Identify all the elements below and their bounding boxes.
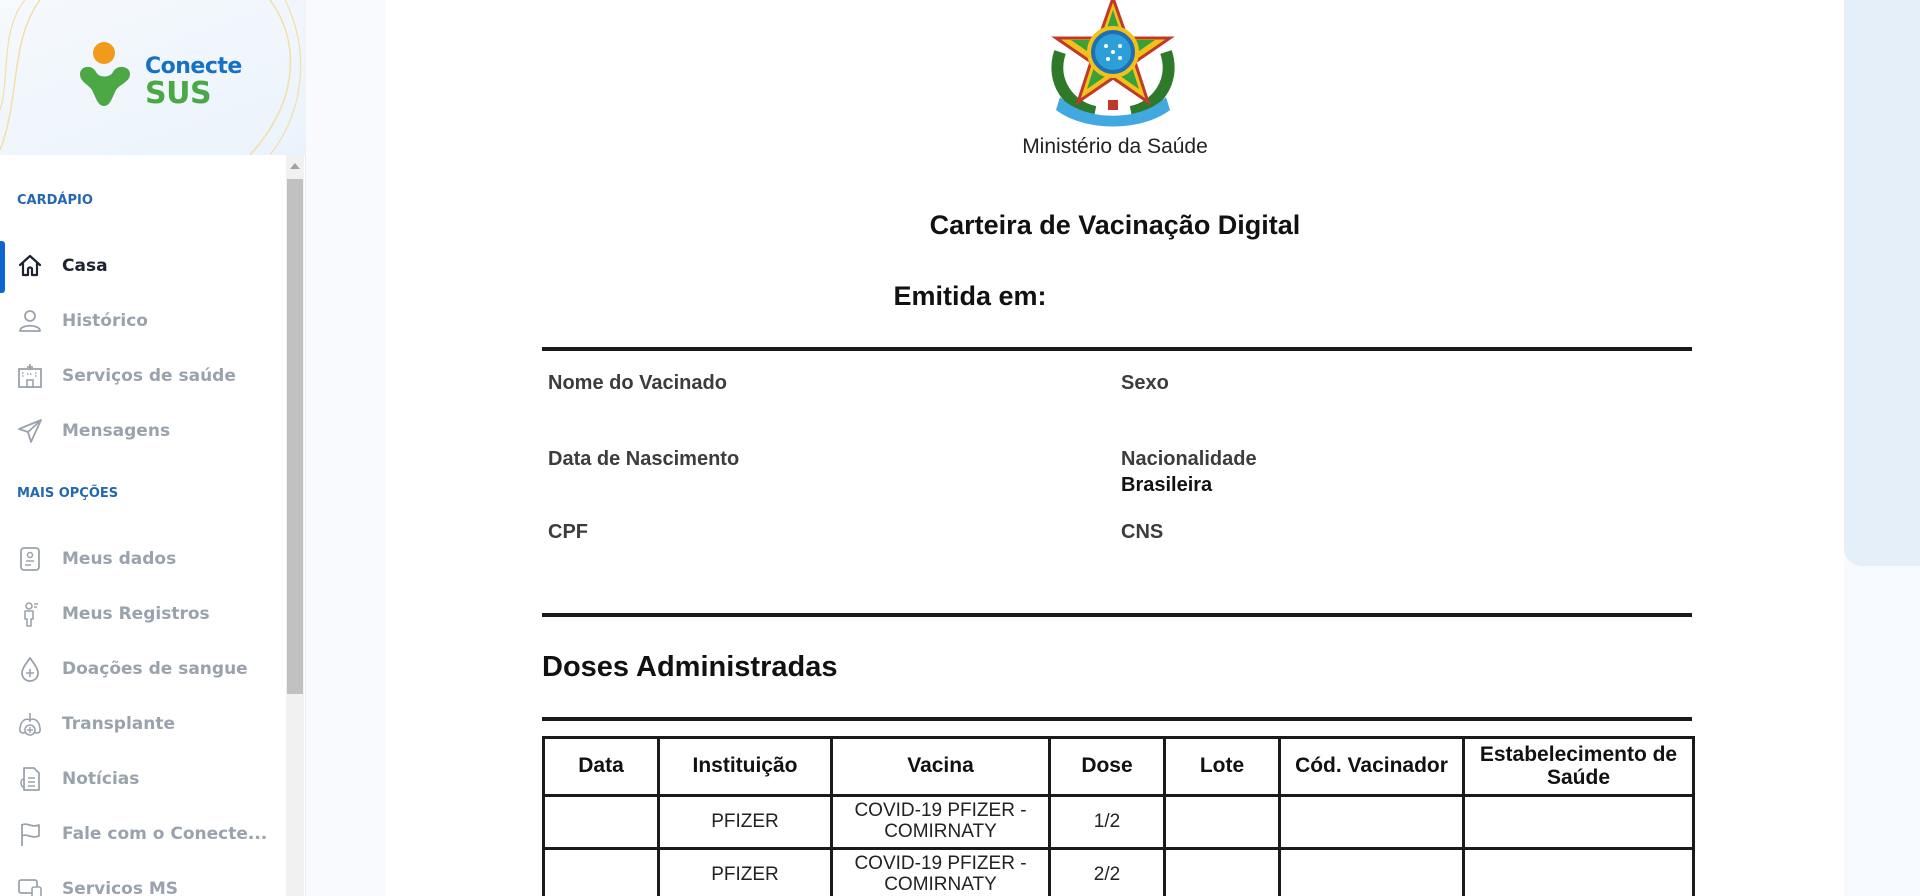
conecte-sus-logo[interactable] bbox=[70, 40, 240, 115]
nationality-label: Nacionalidade bbox=[1121, 448, 1257, 470]
divider bbox=[542, 347, 1692, 351]
table-header-row bbox=[544, 738, 1694, 796]
cns-label: CNS bbox=[1121, 521, 1164, 543]
cell-estabelecimento bbox=[1464, 849, 1694, 896]
doses-table bbox=[542, 736, 1695, 896]
sidebar-menu bbox=[0, 155, 286, 896]
cell-lote bbox=[1165, 849, 1280, 896]
sidebar-item-servicos-ms[interactable] bbox=[0, 864, 286, 896]
sidebar-item-noticias[interactable] bbox=[0, 754, 286, 804]
divider bbox=[542, 717, 1692, 721]
lungs-icon bbox=[15, 709, 45, 739]
cell-lote bbox=[1165, 796, 1280, 849]
column-header-data: Data bbox=[544, 738, 659, 796]
nationality-value: Brasileira bbox=[1121, 474, 1213, 496]
cell-vacina: COVID-19 PFIZER - COMIRNATY bbox=[832, 796, 1050, 849]
sidebar-item-label: Meus dados bbox=[62, 549, 177, 569]
news-icon bbox=[15, 764, 45, 794]
ministry-name: Ministério da Saúde bbox=[1022, 135, 1208, 158]
home-icon bbox=[15, 251, 45, 281]
sidebar-item-historico[interactable] bbox=[0, 296, 286, 346]
send-icon bbox=[15, 416, 45, 446]
sidebar-item-label: Transplante bbox=[62, 714, 176, 734]
flag-icon bbox=[15, 819, 45, 849]
cell-dose: 2/2 bbox=[1050, 849, 1165, 896]
sidebar-item-servicos-de-saude[interactable] bbox=[0, 351, 286, 401]
devices-icon bbox=[15, 874, 45, 896]
issued-label: Emitida em: bbox=[893, 281, 1047, 311]
cell-vacina: COVID-19 PFIZER - COMIRNATY bbox=[832, 849, 1050, 896]
section-title-mais-opcoes: MAIS OPÇÕES bbox=[17, 486, 119, 501]
column-header-estabelecimento: Estabelecimento de Saúde bbox=[1464, 738, 1694, 796]
logo-line-conecte: Conecte bbox=[145, 54, 242, 79]
logo-text bbox=[145, 56, 242, 109]
person-records-icon bbox=[15, 599, 45, 629]
sidebar-item-doacoes-de-sangue[interactable] bbox=[0, 644, 286, 694]
scroll-thumb[interactable] bbox=[287, 179, 303, 694]
name-label: Nome do Vacinado bbox=[548, 372, 727, 394]
column-header-vacina: Vacina bbox=[832, 738, 1050, 796]
sidebar-item-mensagens[interactable] bbox=[0, 406, 286, 456]
user-icon bbox=[15, 306, 45, 336]
column-header-instituicao: Instituição bbox=[659, 738, 832, 796]
cell-dose: 1/2 bbox=[1050, 796, 1165, 849]
logo-mark-icon bbox=[70, 40, 140, 115]
column-header-dose: Dose bbox=[1050, 738, 1165, 796]
sidebar-item-label: Servicos MS bbox=[62, 879, 179, 896]
sidebar-item-transplante[interactable] bbox=[0, 699, 286, 749]
table-row bbox=[544, 849, 1694, 896]
hospital-icon bbox=[15, 361, 45, 391]
sidebar-item-label: Meus Registros bbox=[62, 604, 210, 624]
sidebar-item-meus-registros[interactable] bbox=[0, 589, 286, 639]
divider bbox=[542, 613, 1692, 617]
sidebar-item-label: Casa bbox=[62, 256, 108, 276]
sidebar-item-meus-dados[interactable] bbox=[0, 534, 286, 584]
sidebar-item-label: Serviços de saúde bbox=[62, 366, 236, 386]
cell-cod-vacinador bbox=[1280, 849, 1464, 896]
cell-estabelecimento bbox=[1464, 796, 1694, 849]
sidebar-item-label: Histórico bbox=[62, 311, 148, 331]
sidebar-item-label: Doações de sangue bbox=[62, 659, 248, 679]
cell-data bbox=[544, 849, 659, 896]
blood-drop-icon bbox=[15, 654, 45, 684]
sidebar-item-label: Mensagens bbox=[62, 421, 171, 441]
id-card-icon bbox=[15, 544, 45, 574]
right-side-panel bbox=[1844, 0, 1920, 566]
column-header-cod-vacinador: Cód. Vacinador bbox=[1280, 738, 1464, 796]
cell-instituicao: PFIZER bbox=[659, 849, 832, 896]
sidebar-item-casa[interactable] bbox=[0, 241, 286, 291]
sidebar bbox=[0, 0, 306, 896]
column-header-lote: Lote bbox=[1165, 738, 1280, 796]
cell-data bbox=[544, 796, 659, 849]
document-title: Carteira de Vacinação Digital bbox=[929, 210, 1301, 240]
sidebar-item-label: Notícias bbox=[62, 769, 140, 789]
brand-header bbox=[0, 0, 306, 155]
doses-section-title: Doses Administradas bbox=[542, 651, 838, 683]
scroll-up-arrow-icon[interactable] bbox=[286, 155, 304, 177]
logo-line-sus: SUS bbox=[145, 76, 212, 111]
sex-label: Sexo bbox=[1121, 372, 1169, 394]
table-row bbox=[544, 796, 1694, 849]
brazil-coat-of-arms-icon bbox=[1040, 0, 1186, 132]
cpf-label: CPF bbox=[548, 521, 588, 543]
sidebar-item-label: Fale com o Conecte... bbox=[62, 824, 268, 844]
section-title-cardapio: CARDÁPIO bbox=[17, 193, 93, 208]
cell-instituicao: PFIZER bbox=[659, 796, 832, 849]
birth-date-label: Data de Nascimento bbox=[548, 448, 740, 470]
cell-cod-vacinador bbox=[1280, 796, 1464, 849]
sidebar-item-fale-com-o-conecte[interactable] bbox=[0, 809, 286, 859]
right-side-background bbox=[1844, 566, 1920, 896]
sidebar-scrollbar[interactable] bbox=[286, 155, 304, 896]
